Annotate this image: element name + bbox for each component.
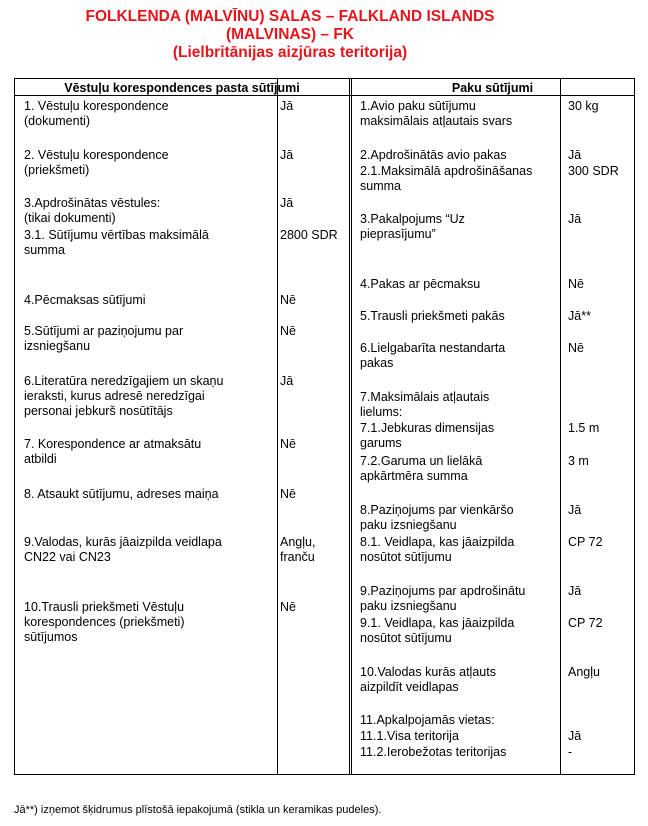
left-row-label: 3.1. Sūtījumu vērtības maksimālā summa <box>24 228 209 257</box>
left-row-value: Jā <box>280 196 294 210</box>
document-title <box>60 8 520 62</box>
right-row-label: 9.1. Veidlapa, kas jāaizpilda nosūtot sūtījumu <box>360 616 515 645</box>
left-row-label: 7. Korespondence ar atmaksātu atbildi <box>24 437 202 466</box>
right-row-value: Jā <box>568 729 582 743</box>
left-row-value: Jā <box>280 374 294 388</box>
right-row-value: 30 kg <box>568 99 599 113</box>
right-row-value: 300 SDR <box>568 164 619 178</box>
left-row-value: Nē <box>280 487 296 501</box>
right-row-label: 2.1.Maksimālā apdrošināšanas summa <box>360 164 533 193</box>
left-row-label: 3.Apdrošinātas vēstules: (tikai dokumenti) <box>24 196 161 225</box>
left-row-label: 2. Vēstuļu korespondence (priekšmeti) <box>24 148 169 177</box>
right-row-value: 3 m <box>568 454 589 468</box>
left-row-label: 10.Trausli priekšmeti Vēstuļu korespondences (priekšmeti) sūtījumos <box>24 600 185 644</box>
left-section-header: Vēstuļu korespondences pasta sūtījumi <box>64 81 300 95</box>
right-row-label: 3.Pakalpojums “Uz pieprasījumu” <box>360 212 465 241</box>
left-row-value: Nē <box>280 600 296 614</box>
right-row-label: 1.Avio paku sūtījumu maksimālais atļautais svars <box>360 99 513 128</box>
column-divider <box>560 79 561 774</box>
center-divider-double <box>351 79 352 774</box>
left-row-value: Jā <box>280 148 294 162</box>
left-row-label: 8. Atsaukt sūtījumu, adreses maiņa <box>24 487 219 501</box>
left-row-value: Angļu, franču <box>280 535 316 564</box>
right-row-label: 9.Paziņojums par apdrošinātu paku izsniegšanu <box>360 584 526 613</box>
footnote: Jā**) izņemot šķidrumus plīstošā iepakojumā (stikla un keramikas pudeles). <box>14 804 382 816</box>
header-divider <box>15 95 634 96</box>
left-row-value: Nē <box>280 437 296 451</box>
left-row-label: 1. Vēstuļu korespondence (dokumenti) <box>24 99 169 128</box>
right-row-value: Jā <box>568 148 582 162</box>
right-row-label: 2.Apdrošinātās avio pakas <box>360 148 507 162</box>
title-line-1: FOLKLENDA (MALVĪNU) SALAS – FALKLAND ISLANDS <box>85 8 495 25</box>
left-row-value: Jā <box>280 99 294 113</box>
right-row-value: CP 72 <box>568 535 603 549</box>
left-row-label: 9.Valodas, kurās jāaizpilda veidlapa CN22 vai CN23 <box>24 535 222 564</box>
left-row-value: Nē <box>280 324 296 338</box>
left-row-label: 5.Sūtījumi ar paziņojumu par izsniegšanu <box>24 324 184 353</box>
left-row-value: 2800 SDR <box>280 228 338 242</box>
right-row-value: 1.5 m <box>568 421 600 435</box>
right-row-value: Nē <box>568 277 584 291</box>
left-row-label: 4.Pēcmaksas sūtījumi <box>24 293 146 307</box>
right-row-label: 8.Paziņojums par vienkāršo paku izsniegšanu <box>360 503 514 532</box>
right-row-label: 11.2.Ierobežotas teritorijas <box>360 745 507 759</box>
right-section-header: Paku sūtījumi <box>451 81 534 95</box>
right-row-label: 10.Valodas kurās atļauts aizpildīt veidlapas <box>360 665 496 694</box>
right-row-label: 6.Lielgabarīta nestandarta pakas <box>360 341 506 370</box>
title-line-3: (Lielbritānijas aizjūras teritorija) <box>172 44 408 61</box>
right-row-value: Nē <box>568 341 584 355</box>
info-table <box>14 78 635 775</box>
right-row-value: Jā <box>568 212 582 226</box>
right-row-label: 4.Pakas ar pēcmaksu <box>360 277 481 291</box>
left-row-label: 6.Literatūra neredzīgajiem un skaņu ieraksti, kurus adresē neredzīgai personai jebkurš nosūtītājs <box>24 374 224 418</box>
right-row-value: Jā** <box>568 309 591 323</box>
right-row-value: Angļu <box>568 665 600 679</box>
right-row-label: 11.1.Visa teritorija <box>360 729 459 743</box>
right-row-value: Jā <box>568 584 582 598</box>
column-divider <box>277 79 278 774</box>
right-row-label: 7.2.Garuma un lielākā apkārtmēra summa <box>360 454 483 483</box>
right-row-value: CP 72 <box>568 616 603 630</box>
right-row-label: 8.1. Veidlapa, kas jāaizpilda nosūtot sūtījumu <box>360 535 515 564</box>
right-row-label: 5.Trausli priekšmeti pakās <box>360 309 505 323</box>
center-divider <box>349 79 350 774</box>
right-row-label: 7.1.Jebkuras dimensijas garums <box>360 421 495 450</box>
right-row-label: 11.Apkalpojamās vietas: <box>360 713 495 727</box>
left-row-value: Nē <box>280 293 296 307</box>
title-line-2: (MALVINAS) – FK <box>225 26 354 43</box>
right-row-value: Jā <box>568 503 582 517</box>
right-row-value: - <box>568 745 573 759</box>
right-row-label: 7.Maksimālais atļautais lielums: <box>360 390 490 419</box>
